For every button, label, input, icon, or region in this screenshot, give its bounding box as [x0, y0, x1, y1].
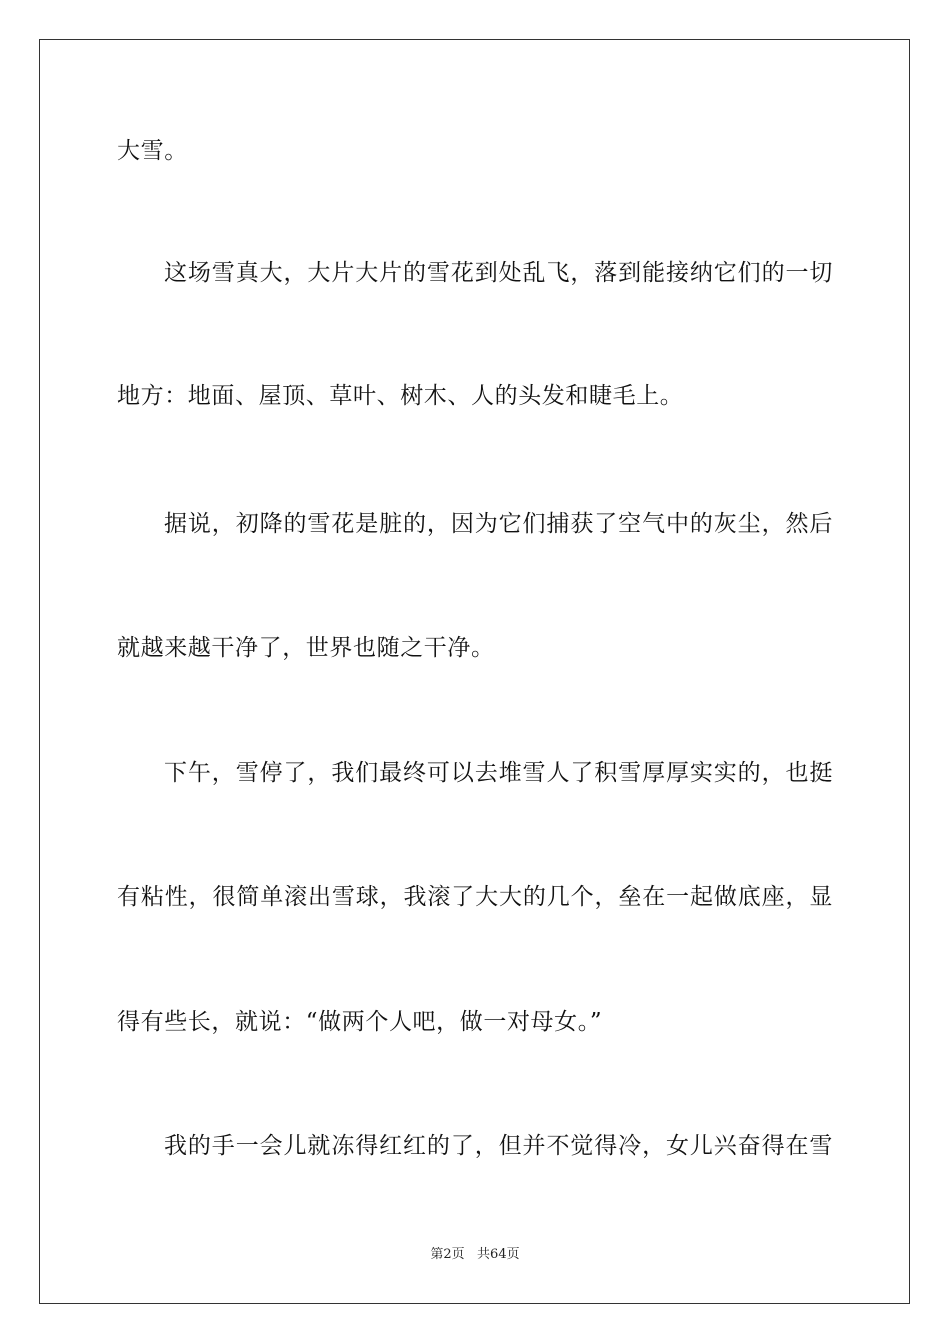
page-border — [39, 39, 910, 1304]
paragraph-line: 就越来越干净了，世界也随之干净。 — [117, 635, 495, 661]
paragraph-line: 大雪。 — [117, 138, 188, 164]
paragraph-line: 地方：地面、屋顶、草叶、树木、人的头发和睫毛上。 — [117, 383, 684, 409]
paragraph-line: 有粘性，很简单滚出雪球，我滚了大大的几个，垒在一起做底座，显 — [117, 884, 833, 910]
paragraph-line: 据说，初降的雪花是脏的，因为它们捕获了空气中的灰尘，然后 — [164, 511, 833, 537]
page-number-footer: 第2页 共64页 — [430, 1247, 520, 1262]
paragraph-line: 我的手一会儿就冻得红红的了，但并不觉得冷，女儿兴奋得在雪 — [164, 1133, 833, 1159]
paragraph-line: 得有些长，就说：“做两个人吧，做一对母女。” — [117, 1009, 603, 1035]
paragraph-line: 下午，雪停了，我们最终可以去堆雪人了积雪厚厚实实的，也挺 — [164, 760, 833, 786]
paragraph-line: 这场雪真大，大片大片的雪花到处乱飞，落到能接纳它们的一切 — [164, 260, 833, 286]
